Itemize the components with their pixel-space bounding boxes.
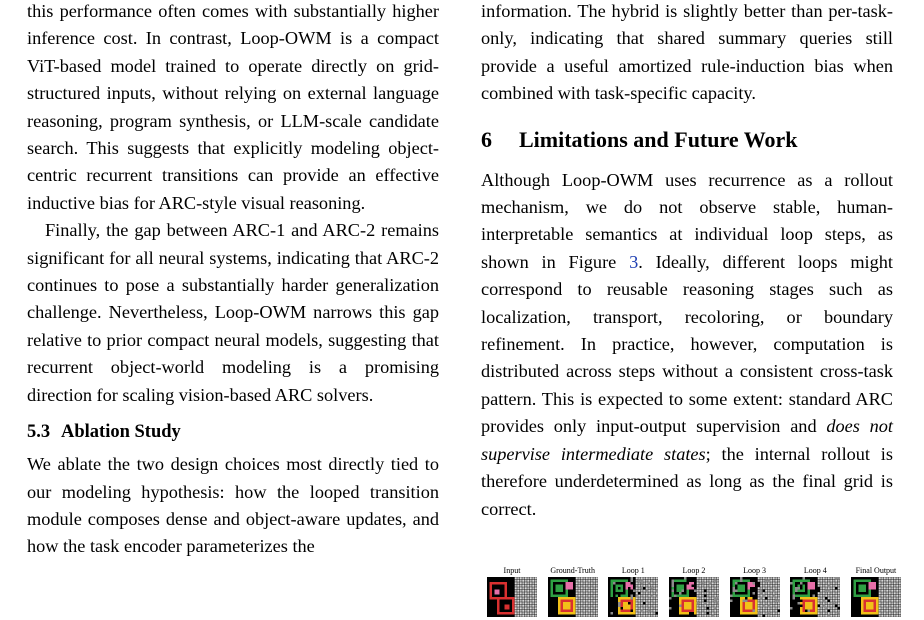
left-column bbox=[27, 0, 439, 561]
object-pink bbox=[565, 582, 573, 590]
panel-label: Loop 1 bbox=[621, 566, 645, 575]
panel-label: Final Output bbox=[855, 566, 897, 575]
figure-labels bbox=[486, 566, 902, 575]
para2-text-c: ; the internal rollout is therefore underdetermined as long as the final grid is correct. bbox=[481, 443, 893, 519]
para2-text-b: . Ideally, different loops might correspond to reusable reasoning stages such as localization, transport, recoloring, or boundary refinement. In practice, however, computation is distributed across steps without a consistent cross-task pattern. This is expected to some extent: standard ARC provides only input-output supervision and bbox=[481, 251, 893, 437]
left-paragraph-2: Finally, the gap between ARC-1 and ARC-2 remains significant for all neural systems, indicating that ARC-2 continues to pose a substantially harder generalization challenge. Nevertheless, Loop-OWM narrows this gap relative to prior compact neural models, suggesting that recurrent object-world modeling is a promising direction for scaling vision-based ARC solvers. bbox=[27, 220, 439, 405]
left-paragraph-3: We ablate the two design choices most directly tied to our modeling hypothesis: how the looped transition module composes dense and object-aware updates, and how the task encoder parameterizes the bbox=[27, 454, 439, 557]
object-pink bbox=[808, 582, 816, 590]
panel-label: Loop 3 bbox=[743, 566, 767, 575]
panel-grid bbox=[486, 577, 538, 617]
panel-grid bbox=[547, 577, 599, 617]
loop-figure bbox=[486, 566, 902, 618]
subsection-number: 5.3 bbox=[27, 422, 51, 443]
panel-grid bbox=[668, 577, 720, 617]
para2-italic-text: does not supervise intermediate states bbox=[481, 416, 893, 464]
panel-grid bbox=[789, 577, 841, 617]
object-pink bbox=[868, 582, 876, 590]
subsection-title: Ablation Study bbox=[61, 422, 181, 443]
panel-label: Loop 4 bbox=[803, 566, 827, 575]
left-paragraph-1: this performance often comes with substantially higher inference cost. In contrast, Loop-OWM is a compact ViT-based model trained to operate directly on grid-structured inputs, without relying on external language reasoning, program synthesis, or LLM-scale candidate search. This suggests that explicitly modeling object-centric recurrent transitions can provide an effective inductive bias for ARC-style visual reasoning. bbox=[27, 1, 439, 213]
para2-text-a: Although Loop-OWM uses recurrence as a rollout mechanism, we do not observe stable, human-interpretable semantics at individual loop steps, as shown in Figure bbox=[481, 169, 893, 272]
right-paragraph-2 bbox=[481, 167, 893, 523]
panel-label: Ground-Truth bbox=[550, 566, 595, 575]
right-column bbox=[481, 0, 893, 523]
panel-label: Input bbox=[503, 566, 521, 575]
figure-panels bbox=[486, 577, 902, 617]
figure-reference-link[interactable]: 3 bbox=[629, 251, 639, 272]
section-number: 6 bbox=[481, 126, 492, 152]
panel-grid bbox=[729, 577, 781, 617]
subsection-heading bbox=[27, 420, 439, 444]
section-heading bbox=[481, 126, 893, 154]
section-title: Limitations and Future Work bbox=[519, 126, 798, 152]
panel-grid bbox=[850, 577, 902, 617]
right-paragraph-1: information. The hybrid is slightly better than per-task-only, indicating that shared summary queries still provide a useful amortized rule-induction bias when combined with task-specific capacity. bbox=[481, 1, 893, 104]
panel-grid bbox=[607, 577, 659, 617]
panel-label: Loop 2 bbox=[682, 566, 706, 575]
